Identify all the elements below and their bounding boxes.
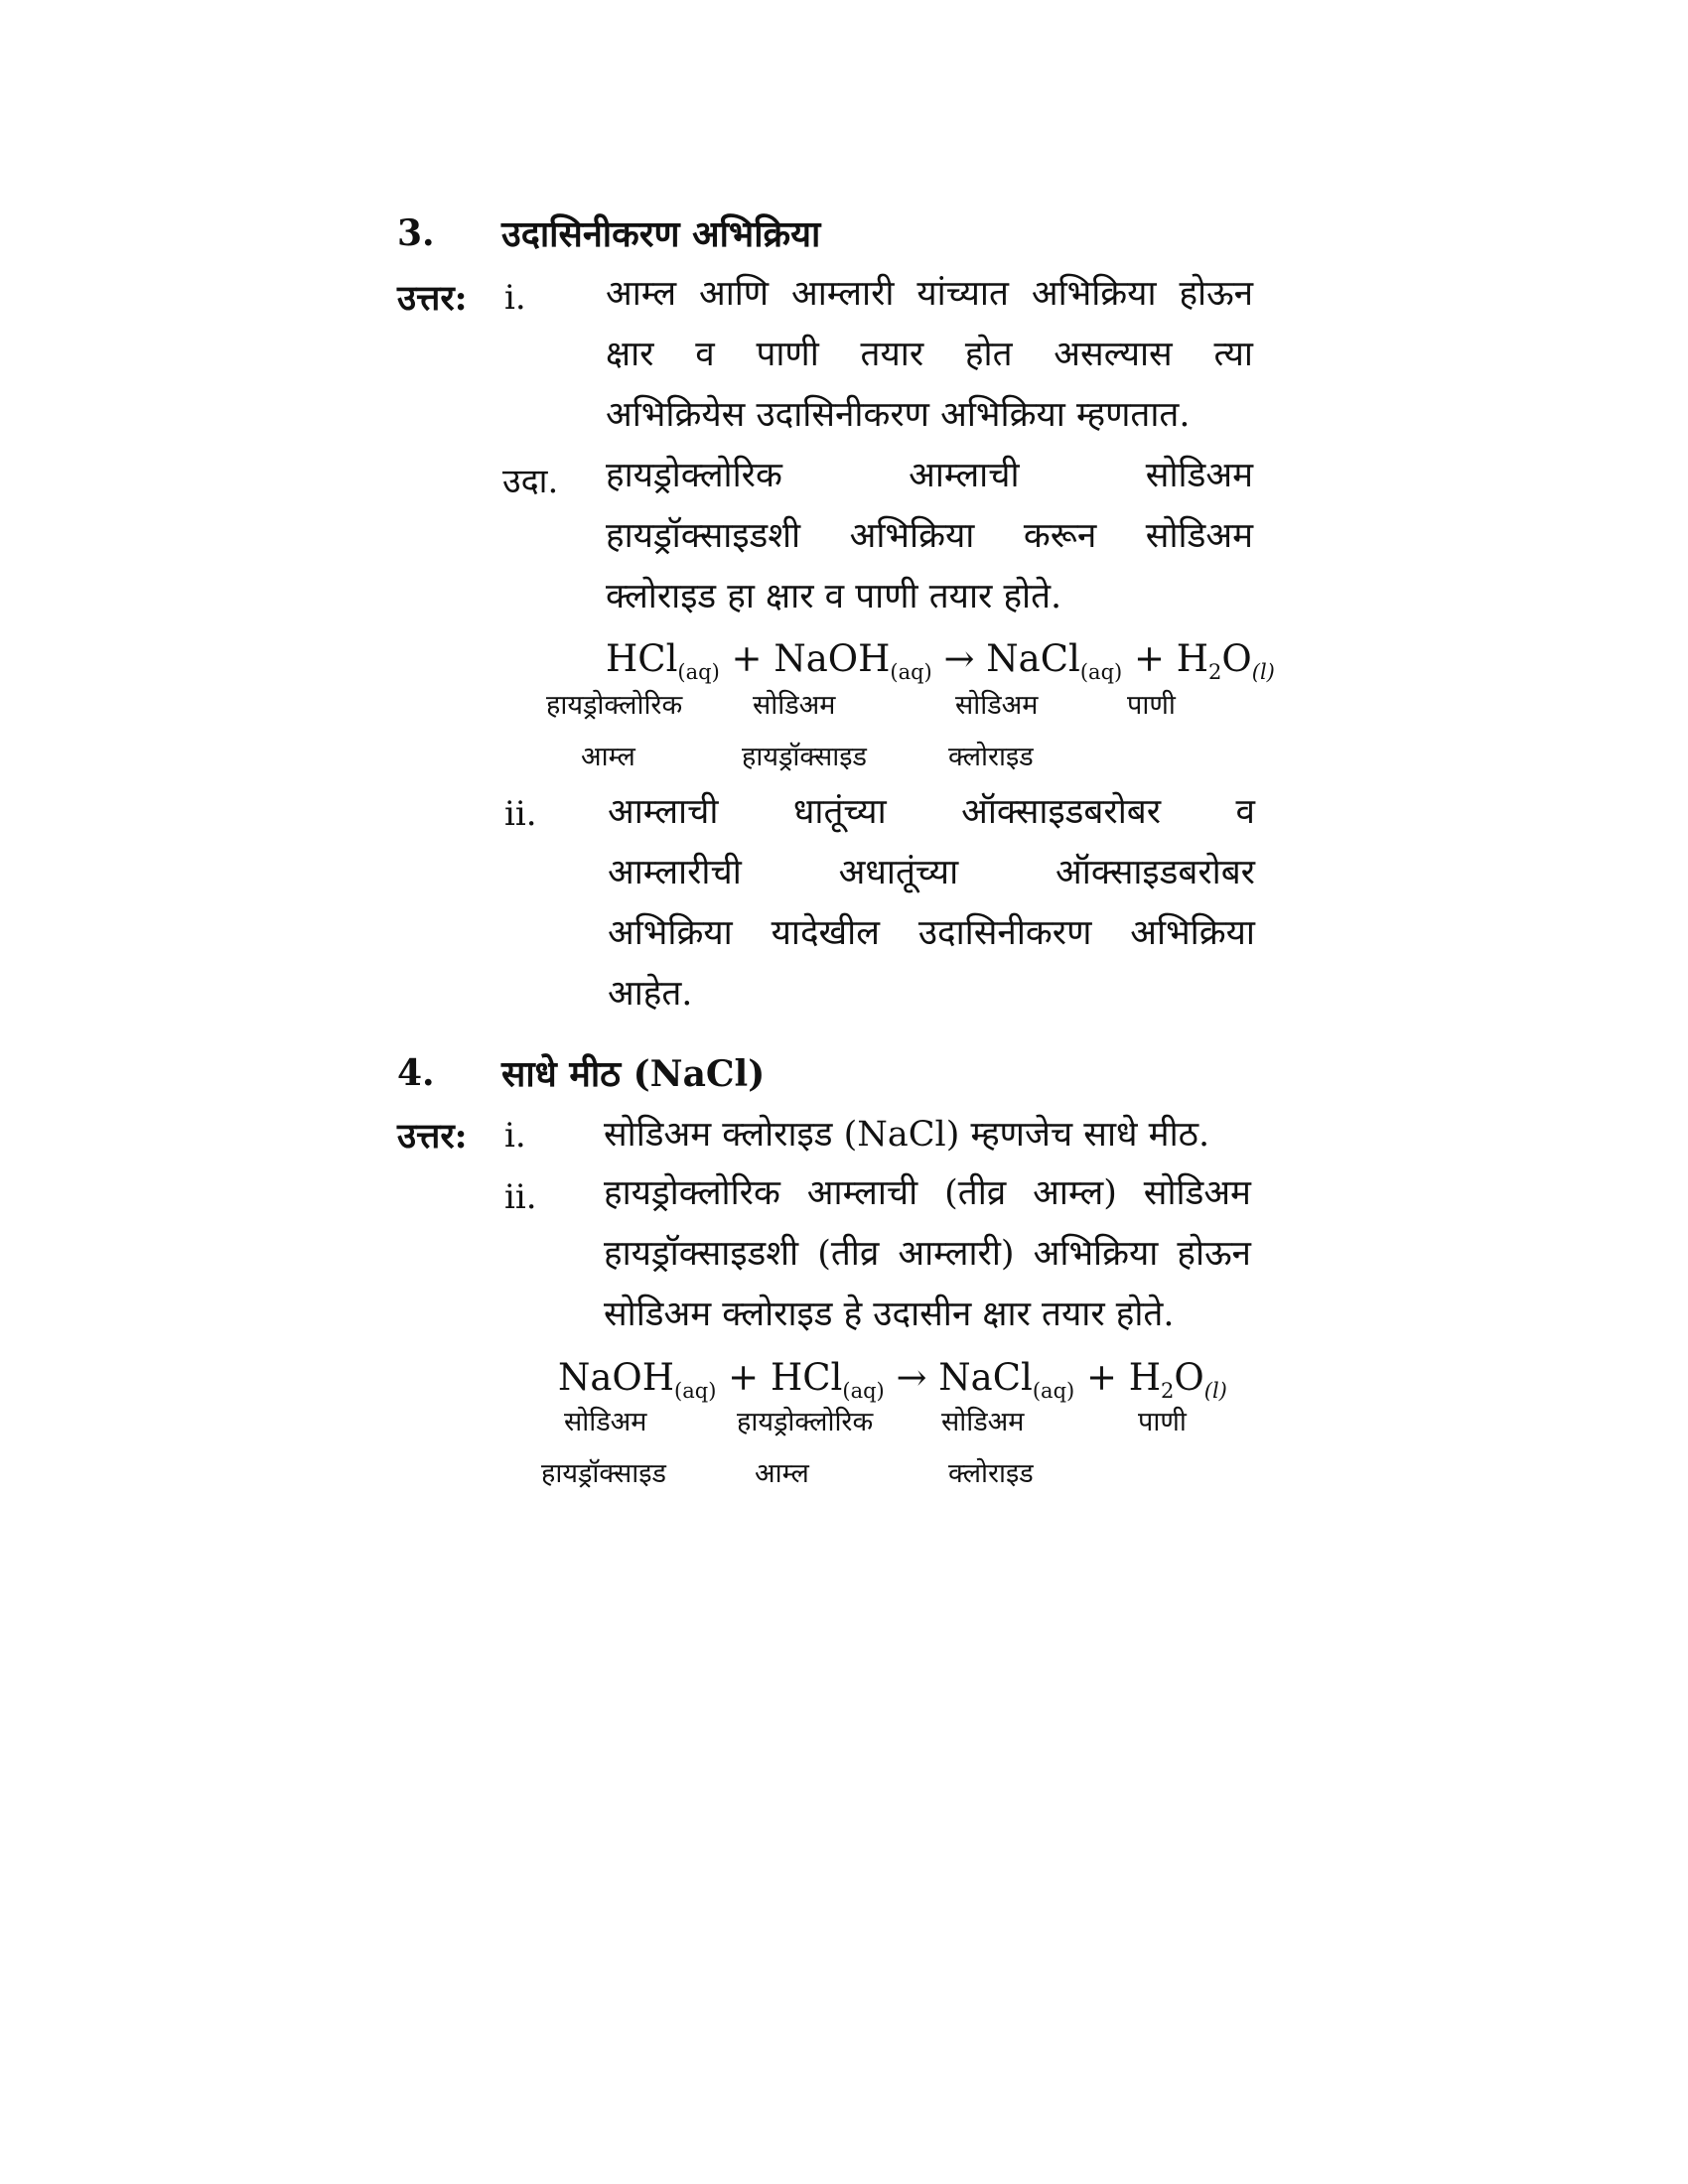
equation-term: $H_2O_{(l)}$ [1176, 637, 1275, 684]
section-3-example-text [606, 446, 1253, 627]
section-4-item-i-text: सोडिअम क्लोराइड (NaCl) म्हणजेच साधे मीठ. [604, 1115, 1210, 1155]
equation-label: सोडिअम [941, 1407, 1025, 1437]
equation-label: क्लोराइड [948, 1458, 1034, 1489]
equation-label: हायड्रोक्लोरिक [737, 1407, 874, 1437]
section-4-answer-label: उत्तर: [397, 1116, 468, 1157]
section-3-answer-label: उत्तर: [397, 278, 468, 319]
equation-label: सोडिअम [753, 690, 836, 721]
text-line: आम्लारीची अधातूंच्या ऑक्साइडबरोबर [608, 853, 1255, 892]
equation-label: हायड्रॉक्साइड [742, 742, 867, 772]
equation-plus: + [731, 637, 763, 680]
equation-plus: + [1133, 637, 1165, 680]
equation-label: क्लोराइड [948, 742, 1034, 772]
section-3-chemical-equation [606, 637, 1275, 684]
text-line: आम्लाची धातूंच्या ऑक्साइडबरोबर व [608, 792, 1255, 832]
section-4-item-i-marker: i. [504, 1116, 526, 1156]
equation-plus: + [728, 1356, 760, 1399]
text-line: हायड्रोक्लोरिक आम्लाची (तीव्र आम्ल) सोडिअम [604, 1173, 1251, 1213]
section-3-example-marker: उदा. [502, 462, 559, 501]
text-line: हायड्रॉक्साइडशी अभिक्रिया करून सोडिअम [606, 516, 1253, 556]
equation-term: $H_2O_{(l)}$ [1128, 1356, 1227, 1403]
equation-label: आम्ल [581, 742, 635, 772]
equation-term: HCl$_{(aq)}$ [606, 637, 720, 684]
equation-label: हायड्रोक्लोरिक [546, 690, 683, 721]
section-3-number: 3. [397, 212, 435, 254]
equation-term: NaCl$_{(aq)}$ [938, 1356, 1075, 1403]
equation-term: NaCl$_{(aq)}$ [986, 637, 1123, 684]
equation-term: HCl$_{(aq)}$ [770, 1356, 885, 1403]
section-4-item-ii-text [604, 1163, 1251, 1345]
equation-term: NaOH$_{(aq)}$ [558, 1356, 717, 1403]
text-line: अभिक्रियेस उदासिनीकरण अभिक्रिया म्हणतात. [606, 395, 1191, 435]
text-line: आम्ल आणि आम्लारी यांच्यात अभिक्रिया होऊन [606, 274, 1253, 314]
text-line: क्लोराइड हा क्षार व पाणी तयार होते. [606, 577, 1062, 616]
equation-plus: + [1085, 1356, 1117, 1399]
text-line: हायड्रॉक्साइडशी (तीव्र आम्लारी) अभिक्रिया होऊन [604, 1234, 1251, 1274]
text-line: आहेत. [608, 974, 693, 1014]
section-3-title: उदासिनीकरण अभिक्रिया [501, 213, 821, 255]
equation-term: NaOH$_{(aq)}$ [774, 637, 932, 684]
equation-label: सोडिअम [955, 690, 1039, 721]
text-line: अभिक्रिया यादेखील उदासिनीकरण अभिक्रिया [608, 913, 1255, 953]
equation-arrow: → [943, 637, 975, 680]
equation-label: पाणी [1127, 690, 1176, 721]
section-4-number: 4. [397, 1052, 435, 1094]
text-line: सोडिअम क्लोराइड हे उदासीन क्षार तयार होते. [604, 1295, 1175, 1334]
text-line: क्षार व पाणी तयार होत असल्यास त्या [606, 335, 1253, 374]
section-4-title: साधे मीठ (NaCl) [501, 1053, 766, 1095]
section-3-item-ii-marker: ii. [504, 794, 537, 834]
equation-label: सोडिअम [564, 1407, 647, 1437]
section-3-item-i-marker: i. [504, 278, 526, 318]
equation-label: हायड्रॉक्साइड [541, 1458, 666, 1489]
section-3-item-i-text [606, 264, 1253, 446]
section-4-chemical-equation [558, 1356, 1227, 1403]
text-line: हायड्रोक्लोरिक आम्लाची सोडिअम [606, 456, 1253, 495]
equation-label: पाणी [1138, 1407, 1187, 1437]
section-4-item-ii-marker: ii. [504, 1177, 537, 1217]
section-3-item-ii-text [608, 782, 1255, 1024]
equation-label: आम्ल [755, 1458, 809, 1489]
equation-arrow: → [896, 1356, 927, 1399]
